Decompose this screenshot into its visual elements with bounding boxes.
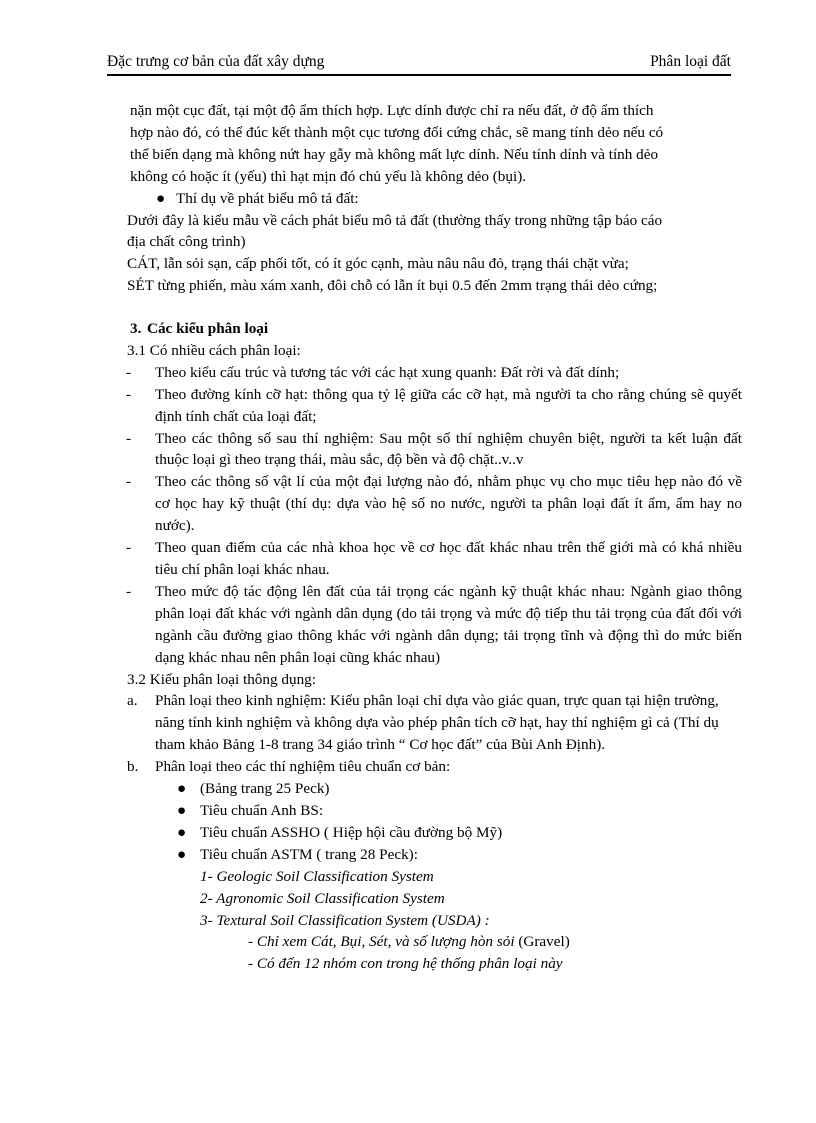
standard-bullet-text: Tiêu chuẩn Anh BS: [200, 801, 324, 819]
section-title: Các kiểu phân loại [147, 320, 269, 338]
list-item-text: Phân loại theo kinh nghiệm: Kiểu phân loại chỉ dựa vào giác quan, trực quan tại hiện trường, năng tính kinh nghiệm và không dựa vào phép phân tích cỡ hạt, hay thí nghiệm gì cả (Thí dụ tham khảo Bảng 1-8 trang 34 giáo trình “ Cơ học đất” của Bùi Anh Định). [155, 692, 719, 754]
bullet-icon: ● [177, 845, 187, 863]
list-item-a [127, 690, 742, 756]
system-item: 2- Agronomic Soil Classification System [200, 889, 445, 907]
dash-marker: - [126, 385, 132, 403]
bullet-icon: ● [177, 823, 187, 841]
dash-marker: - [126, 429, 132, 447]
section-number: 3. [130, 320, 142, 338]
dash-marker: - [126, 363, 132, 381]
usda-note [130, 953, 742, 975]
intro-line: không có hoặc ít (yếu) thì hạt mịn đó chủ yếu là không dẻo (bụi). [130, 167, 527, 185]
desc-line: CÁT, lẫn sỏi sạn, cấp phối tốt, có ít góc cạnh, màu nâu nâu đỏ, trạng thái chặt vừa; [127, 255, 629, 273]
bullet-icon: ● [156, 189, 166, 207]
standard-bullet-text: (Bảng trang 25 Peck) [200, 780, 330, 798]
list-item-text: Phân loại theo các thí nghiệm tiêu chuẩn cơ bản: [155, 758, 451, 776]
page-body [126, 100, 742, 975]
standard-bullet [130, 800, 742, 822]
intro-line: hợp nào đó, có thể đúc kết thành một cục tương đối cứng chắc, sẽ mang tính dẻo nếu có [130, 123, 664, 141]
usda-note-italic: - Có đến 12 nhóm con trong hệ thống phân loại này [248, 955, 563, 973]
example-bullet-text: Thí dụ về phát biểu mô tả đất: [176, 189, 359, 207]
example-bullet [130, 188, 742, 210]
bullet-icon: ● [177, 780, 187, 798]
header-section-title: Phân loại đất [650, 53, 731, 70]
dash-marker: - [126, 473, 132, 491]
desc-line: SÉT từng phiến, màu xám xanh, đôi chỗ có lẫn ít bụi 0.5 đến 2mm trạng thái dẻo cứng; [127, 277, 658, 295]
standard-bullet-text: Tiêu chuẩn ASTM ( trang 28 Peck): [200, 845, 418, 863]
standard-bullet [130, 822, 742, 844]
list-item [126, 537, 742, 581]
section-heading [130, 318, 742, 340]
header-chapter-title: Đặc trưng cơ bản của đất xây dựng [107, 53, 325, 70]
list-item-text: Theo kiểu cấu trúc và tương tác với các hạt xung quanh: Đất rời và đất dính; [155, 363, 620, 381]
bullet-icon: ● [177, 801, 187, 819]
header-rule [107, 74, 731, 76]
standard-bullet [130, 778, 742, 800]
list-item-text: Theo mức độ tác động lên đất của tải trọng các ngành kỹ thuật khác nhau: Ngành giao thông phân loại đất khác với ngành dân dụng (do tải trọng và mức độ tiếp thu tải trọng của đất đối với ngành cầu đường giao thông khác với ngành dân dụng; tải trọng tĩnh và động thì do mức biến dạng khác nhau nên phân loại cũng khác nhau) [155, 582, 742, 666]
standard-bullet-text: Tiêu chuẩn ASSHO ( Hiệp hội cầu đường bộ Mỹ) [200, 823, 503, 841]
list-item-text: Theo các thông số vật lí của một đại lượng nào đó, nhằm phục vụ cho mục tiêu hẹp nào đó về cơ học hay kỹ thuật (thí dụ: dựa vào hệ số no nước, người ta phân loại đất ít ẩm, ẩm hay no nước). [155, 473, 742, 535]
list-item [126, 384, 742, 428]
desc-line: địa chất công trình) [127, 233, 246, 251]
intro-line: thể biến dạng mà không nứt hay gẫy mà không mất lực dính. Nếu tính dính và tính dẻo [130, 145, 659, 163]
list-item [126, 581, 742, 669]
dash-marker: - [126, 539, 132, 557]
list-item-text: Theo các thông số sau thí nghiệm: Sau một số thí nghiệm chuyên biệt, người ta kết luận đất thuộc loại gì theo trạng thái, màu sắc, độ bền và độ chặt..v..v [155, 429, 742, 469]
page-header [107, 52, 731, 76]
list-item [126, 471, 742, 537]
usda-note-plain: (Gravel) [514, 933, 570, 951]
usda-note [130, 931, 742, 953]
intro-line: nặn một cục đất, tại một độ ẩm thích hợp. Lực dính được chỉ ra nếu đất, ở độ ẩm thích [130, 102, 654, 119]
dash-marker: - [126, 582, 132, 600]
desc-line: Dưới đây là kiểu mẫu về cách phát biểu mô tả đất (thường thấy trong những tập báo cáo [127, 211, 663, 229]
letter-marker: a. [127, 692, 138, 710]
standard-bullet [130, 844, 742, 866]
subsection-title: 3.1 Có nhiều cách phân loại: [127, 341, 301, 359]
list-item-b [127, 756, 742, 778]
list-item [126, 362, 742, 384]
system-item: 1- Geologic Soil Classification System [200, 867, 434, 885]
list-item [126, 428, 742, 472]
system-item: 3- Textural Soil Classification System (USDA) : [200, 911, 490, 929]
subsection-title: 3.2 Kiểu phân loại thông dụng: [127, 670, 316, 688]
usda-note-italic: - Chỉ xem Cát, Bụi, Sét, và số lượng hòn sỏi [248, 933, 515, 951]
list-item-text: Theo đường kính cỡ hạt: thông qua tỷ lệ giữa các cỡ hạt, mà người ta cho rằng chúng sẽ quyết định tính chất của loại đất; [155, 385, 742, 425]
letter-marker: b. [127, 758, 139, 776]
list-item-text: Theo quan điểm của các nhà khoa học về cơ học đất khác nhau trên thế giới mà có khá nhiều tiêu chí phân loại khác nhau. [155, 539, 742, 579]
